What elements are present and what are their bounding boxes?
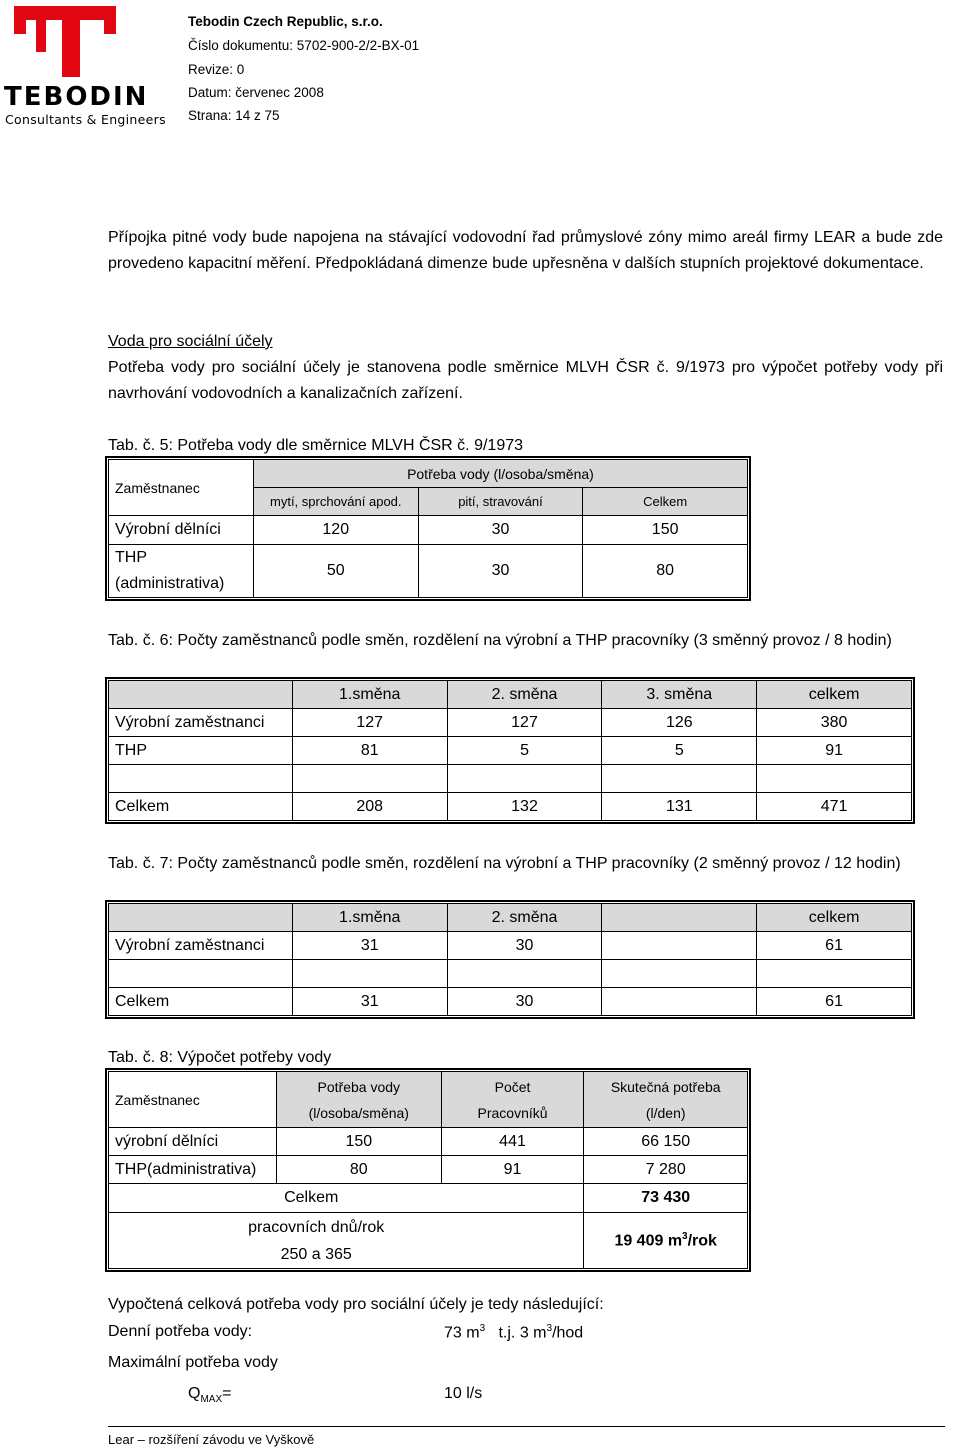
- cell: 150: [276, 1128, 441, 1156]
- table-row-empty: [109, 960, 912, 988]
- cell: 150: [583, 516, 748, 545]
- cell: 30: [418, 516, 583, 545]
- hourly-unit: /hod: [552, 1324, 584, 1342]
- cell: 61: [757, 988, 912, 1016]
- table-row: [109, 1128, 748, 1156]
- table5-header-drinking: pití, stravování: [418, 488, 583, 516]
- cell: 208: [292, 793, 447, 821]
- page-number: Strana: 14 z 75: [188, 108, 280, 123]
- cell: 127: [447, 709, 602, 737]
- table7-header-shift2: 2. směna: [447, 904, 602, 932]
- table7-header-total: celkem: [757, 904, 912, 932]
- footer-text: Lear – rozšíření závodu ve Vyškově: [108, 1432, 315, 1447]
- paragraph-social-water: Potřeba vody pro sociální účely je stanovena podle směrnice MLVH ČSR č. 9/1973 pro výpočet potřeby vody při navrhování vodovodních a kanalizačních zařízení.: [108, 359, 943, 402]
- document-date: Datum: červenec 2008: [188, 85, 324, 100]
- table-row-empty: [109, 765, 912, 793]
- hourly-value: t.j. 3 m: [498, 1324, 547, 1342]
- cell: [447, 765, 602, 793]
- table8-header-actual: [584, 1072, 748, 1128]
- row-label: Celkem: [109, 1184, 584, 1213]
- row-label: Výrobní zaměstnanci: [109, 709, 293, 737]
- cell: 7 280: [584, 1156, 748, 1184]
- cell: 120: [253, 516, 418, 545]
- cell: 126: [602, 709, 757, 737]
- cell: [109, 960, 293, 988]
- cell: 80: [276, 1156, 441, 1184]
- row-label: THP(administrativa): [109, 1156, 277, 1184]
- logo-name: TEBODIN: [4, 82, 149, 112]
- cell: [602, 932, 757, 960]
- year-value: 19 409 m: [614, 1232, 683, 1250]
- qmax-label: [188, 1385, 231, 1405]
- table6-header-empty: [109, 681, 293, 709]
- revision: Revize: 0: [188, 62, 245, 77]
- header-line1: Skutečná potřeba: [610, 1078, 721, 1095]
- cell: 66 150: [584, 1128, 748, 1156]
- table7-header-empty: [602, 904, 757, 932]
- row-label: Celkem: [109, 988, 293, 1016]
- table6-header-shift3: 3. směna: [602, 681, 757, 709]
- superscript: 3: [546, 1323, 553, 1334]
- cell: 91: [757, 737, 912, 765]
- max-demand-label: Maximální potřeba vody: [108, 1354, 278, 1371]
- table5-header-total: Celkem: [583, 488, 748, 516]
- cell: [447, 960, 602, 988]
- table-row: [109, 516, 748, 545]
- cell: 131: [602, 793, 757, 821]
- table-row: [109, 932, 912, 960]
- table7-header-shift1: 1.směna: [292, 904, 447, 932]
- cell: 61: [757, 932, 912, 960]
- table6-caption: Tab. č. 6: Počty zaměstnanců podle směn, rozdělení na výrobní a THP pracovníky (3 směnný provoz / 8 hodin): [108, 632, 892, 649]
- cell: [602, 988, 757, 1016]
- cell: [109, 765, 293, 793]
- table8-header-count: [441, 1072, 584, 1128]
- row-label: [109, 1213, 584, 1269]
- cell: [757, 960, 912, 988]
- table-row: [109, 545, 748, 598]
- document-number: Číslo dokumentu: 5702-900-2/2-BX-01: [188, 38, 420, 53]
- cell: 380: [757, 709, 912, 737]
- header-line1: Počet: [494, 1078, 531, 1095]
- cell: 81: [292, 737, 447, 765]
- cell: 80: [583, 545, 748, 598]
- cell: 31: [292, 988, 447, 1016]
- row-label: Výrobní zaměstnanci: [109, 932, 293, 960]
- cell: 31: [292, 932, 447, 960]
- superscript: 3: [479, 1323, 486, 1334]
- cell: [584, 1213, 748, 1269]
- header-line2: (l/den): [645, 1104, 686, 1121]
- cell: 30: [447, 932, 602, 960]
- cell: [757, 765, 912, 793]
- row-label: [109, 545, 254, 598]
- equals: =: [222, 1385, 232, 1402]
- cell: [292, 960, 447, 988]
- table5-header-employee: Zaměstnanec: [109, 460, 254, 516]
- header-line2: Pracovníků: [477, 1104, 548, 1121]
- q-subscript: MAX: [200, 1394, 223, 1406]
- table-row-total: [109, 1184, 748, 1213]
- year-unit: /rok: [687, 1232, 717, 1250]
- cell: [602, 960, 757, 988]
- cell: 471: [757, 793, 912, 821]
- daily-value: 73 m: [444, 1324, 480, 1342]
- cell: 5: [447, 737, 602, 765]
- logo-t-shape-icon: [4, 2, 154, 82]
- superscript: 3: [682, 1230, 688, 1242]
- paragraph-connection: Přípojka pitné vody bude napojena na stávající vodovodní řad průmyslové zóny mimo areál firmy LEAR a bude zde provedeno kapacitní měření. Předpokládaná dimenze bude upřesněna v dalších stupních projektové dokumentace.: [108, 229, 943, 272]
- table5-caption: Tab. č. 5: Potřeba vody dle směrnice MLVH ČSR č. 9/1973: [108, 437, 524, 454]
- qmax-value: 10 l/s: [444, 1385, 483, 1402]
- row-label-line2: (administrativa): [115, 575, 225, 592]
- table-row: [109, 988, 912, 1016]
- table5-header-washing: mytí, sprchování apod.: [253, 488, 418, 516]
- table5-header-group: Potřeba vody (l/osoba/směna): [253, 460, 747, 488]
- table-employees-2shift: [108, 903, 912, 1016]
- daily-demand-label: Denní potřeba vody:: [108, 1323, 253, 1340]
- cell: 50: [253, 545, 418, 598]
- cell: 30: [447, 988, 602, 1016]
- cell: 91: [441, 1156, 584, 1184]
- table-row-year: [109, 1213, 748, 1269]
- table-row: [109, 737, 912, 765]
- table6-header-total: celkem: [757, 681, 912, 709]
- footer-divider: [108, 1426, 945, 1427]
- table-row: [109, 709, 912, 737]
- table-row: [109, 1156, 748, 1184]
- cell: 30: [418, 545, 583, 598]
- table-water-demand: [108, 459, 748, 598]
- cell: 127: [292, 709, 447, 737]
- table-row: [109, 793, 912, 821]
- header-line2: (l/osoba/směna): [308, 1104, 409, 1121]
- daily-demand-value: [444, 1323, 583, 1342]
- cell: [292, 765, 447, 793]
- table8-header-employee: Zaměstnanec: [109, 1072, 277, 1128]
- table-employees-3shift: [108, 680, 912, 821]
- table8-header-demand: [276, 1072, 441, 1128]
- row-label: Celkem: [109, 793, 293, 821]
- table7-header-empty: [109, 904, 293, 932]
- section-title: Voda pro sociální účely: [108, 333, 273, 350]
- row-label: THP: [109, 737, 293, 765]
- table6-header-shift2: 2. směna: [447, 681, 602, 709]
- table-water-calculation: [108, 1071, 748, 1269]
- table8-caption: Tab. č. 8: Výpočet potřeby vody: [108, 1049, 332, 1066]
- days-value: 250 a 365: [280, 1245, 352, 1263]
- cell: 441: [441, 1128, 584, 1156]
- logo-subtitle: Consultants & Engineers: [5, 112, 166, 127]
- header-line1: Potřeba vody: [317, 1078, 401, 1095]
- summary-text: Vypočtená celková potřeba vody pro sociální účely je tedy následující:: [108, 1296, 604, 1313]
- row-label: Výrobní dělníci: [109, 516, 254, 545]
- cell: 132: [447, 793, 602, 821]
- table7-caption: Tab. č. 7: Počty zaměstnanců podle směn, rozdělení na výrobní a THP pracovníky (2 směnný provoz / 12 hodin): [108, 855, 901, 872]
- q-symbol: Q: [188, 1385, 201, 1402]
- company-name: Tebodin Czech Republic, s.r.o.: [188, 14, 383, 29]
- cell: [602, 765, 757, 793]
- row-label-line1: THP: [115, 549, 147, 566]
- cell: 5: [602, 737, 757, 765]
- days-label: pracovních dnů/rok: [248, 1218, 385, 1236]
- row-label: výrobní dělníci: [109, 1128, 277, 1156]
- cell: 73 430: [584, 1184, 748, 1213]
- table6-header-shift1: 1.směna: [292, 681, 447, 709]
